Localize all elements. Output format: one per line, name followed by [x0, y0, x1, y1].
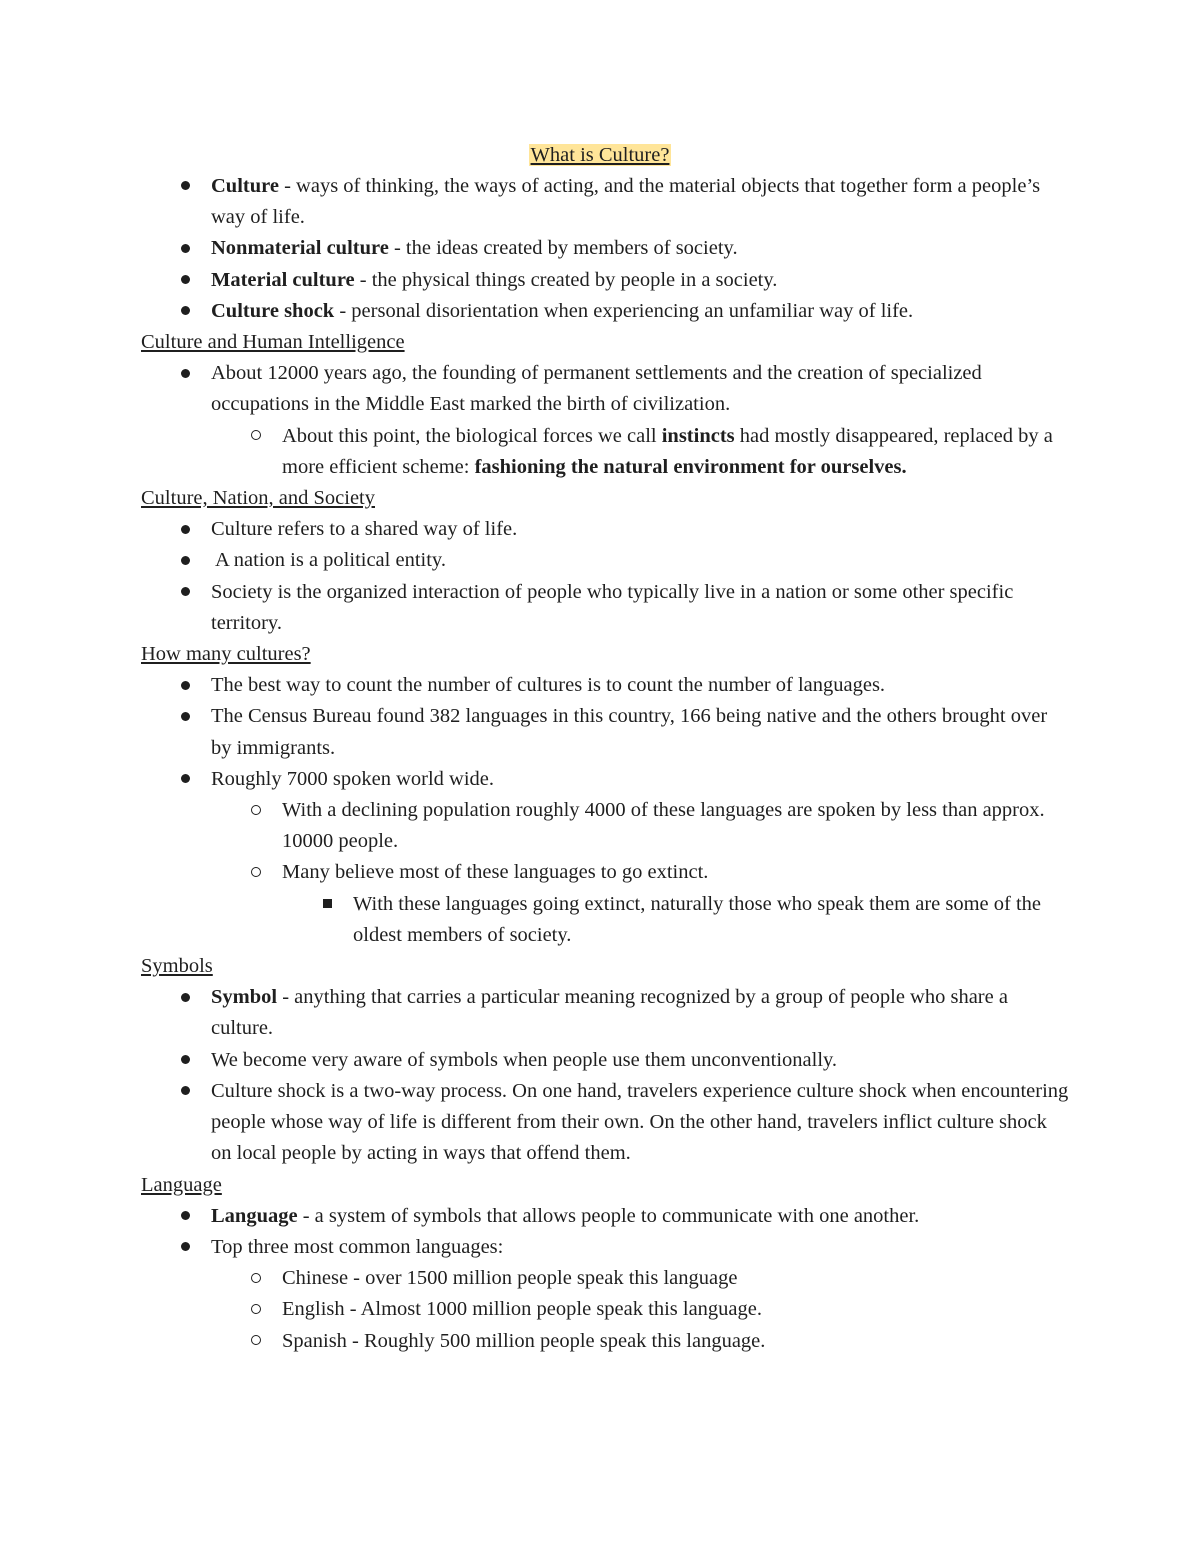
item-text: Many believe most of these languages to go extinct.: [282, 861, 709, 884]
definition: - personal disorientation when experiencing an unfamiliar way of life.: [334, 299, 914, 322]
section-heading: Culture and Human Intelligence: [141, 331, 405, 354]
definition: - anything that carries a particular meaning recognized by a group of people who share a culture.: [211, 986, 1008, 1040]
list-item: [141, 701, 1071, 763]
bullet-icon: [175, 577, 195, 608]
item-text: With a declining population roughly 4000 of these languages are spoken by less than approx. 10000 people.: [282, 799, 1045, 853]
page-title: What is Culture?: [530, 144, 670, 166]
square-bullet-icon: [317, 889, 337, 920]
section-heading: How many cultures?: [141, 643, 311, 666]
term: Symbol: [211, 986, 278, 1009]
list-item: [141, 545, 1071, 576]
bullet-icon: [175, 1232, 195, 1263]
bullet-icon: [175, 1045, 195, 1076]
item-text: Culture shock is a two-way process. On one hand, travelers experience culture shock when encountering people whose way of life is different from their own. On the other hand, travelers inflict culture shock on local people by acting in ways that offend them.: [211, 1079, 1069, 1165]
bullet-icon: [175, 1076, 195, 1107]
circle-bullet-icon: [246, 1294, 266, 1325]
definition: - the ideas created by members of society.: [388, 237, 738, 260]
sub-list-item: [141, 857, 1071, 888]
bullet-icon: [175, 670, 195, 701]
bullet-icon: [175, 1201, 195, 1232]
sub-list-item: [141, 1326, 1071, 1357]
sub-list-item: [141, 421, 1071, 483]
bullet-icon: [175, 265, 195, 296]
list-item: [141, 1045, 1071, 1076]
item-text: Culture refers to a shared way of life.: [211, 518, 518, 541]
list-item: [141, 1232, 1071, 1263]
circle-bullet-icon: [246, 1263, 266, 1294]
item-text: The Census Bureau found 382 languages in this country, 166 being native and the others brought over by immigrants.: [211, 705, 1048, 759]
term: Nonmaterial culture: [211, 237, 389, 260]
term: instincts: [661, 424, 735, 447]
item-text: Chinese - over 1500 million people speak this language: [282, 1267, 738, 1290]
bullet-icon: [175, 982, 195, 1013]
emphasis: fashioning the natural environment for ourselves.: [474, 455, 907, 478]
list-item: [141, 1201, 1071, 1232]
bullet-icon: [175, 296, 195, 327]
sub-list-item: [141, 795, 1071, 857]
bullet-icon: [175, 514, 195, 545]
list-item: [141, 358, 1071, 420]
bullet-icon: [175, 545, 195, 576]
list-item: [141, 233, 1071, 264]
item-text: Top three most common languages:: [211, 1235, 504, 1258]
term: Culture shock: [211, 299, 335, 322]
list-item: [141, 514, 1071, 545]
sub-sub-list-item: [141, 889, 1071, 951]
item-text: Spanish - Roughly 500 million people speak this language.: [282, 1329, 766, 1352]
item-text: English - Almost 1000 million people speak this language.: [282, 1298, 762, 1321]
circle-bullet-icon: [246, 857, 266, 888]
circle-bullet-icon: [246, 421, 266, 452]
section-heading: Culture, Nation, and Society: [141, 487, 375, 510]
bullet-icon: [175, 764, 195, 795]
bullet-icon: [175, 358, 195, 389]
definition: - a system of symbols that allows people to communicate with one another.: [297, 1204, 920, 1227]
list-item: [141, 1076, 1071, 1170]
item-text: With these languages going extinct, naturally those who speak them are some of the oldest members of society.: [353, 892, 1042, 946]
item-text: About this point, the biological forces we call: [282, 424, 662, 447]
bullet-icon: [175, 171, 195, 202]
item-text: About 12000 years ago, the founding of permanent settlements and the creation of specialized occupations in the Middle East marked the birth of civilization.: [211, 362, 982, 416]
term: Material culture: [211, 268, 355, 291]
list-item: [141, 296, 1071, 327]
item-text: Society is the organized interaction of people who typically live in a nation or some other specific territory.: [211, 580, 1014, 634]
list-item: [141, 670, 1071, 701]
item-text: Roughly 7000 spoken world wide.: [211, 767, 494, 790]
list-item: [141, 577, 1071, 639]
list-item: [141, 265, 1071, 296]
list-item: [141, 982, 1071, 1044]
definition: - ways of thinking, the ways of acting, and the material objects that together form a people’s way of life.: [211, 175, 1041, 229]
item-text: The best way to count the number of cultures is to count the number of languages.: [211, 674, 886, 697]
term: Culture: [211, 175, 279, 197]
item-text: had mostly disappeared, replaced by a more efficient scheme:: [282, 424, 1053, 478]
definition: - the physical things created by people in a society.: [354, 268, 778, 291]
bullet-icon: [175, 233, 195, 264]
title-row: [0, 140, 1200, 171]
term: Language: [211, 1204, 298, 1227]
circle-bullet-icon: [246, 795, 266, 826]
section-heading: Symbols: [141, 955, 213, 978]
item-text: We become very aware of symbols when people use them unconventionally.: [211, 1048, 838, 1071]
section-heading: Language: [141, 1173, 222, 1196]
bullet-icon: [175, 701, 195, 732]
list-item: [141, 171, 1071, 233]
sub-list-item: [141, 1294, 1071, 1325]
circle-bullet-icon: [246, 1326, 266, 1357]
list-item: [141, 764, 1071, 795]
notes-body: [141, 171, 1071, 1357]
sub-list-item: [141, 1263, 1071, 1294]
item-text: A nation is a political entity.: [211, 549, 446, 572]
